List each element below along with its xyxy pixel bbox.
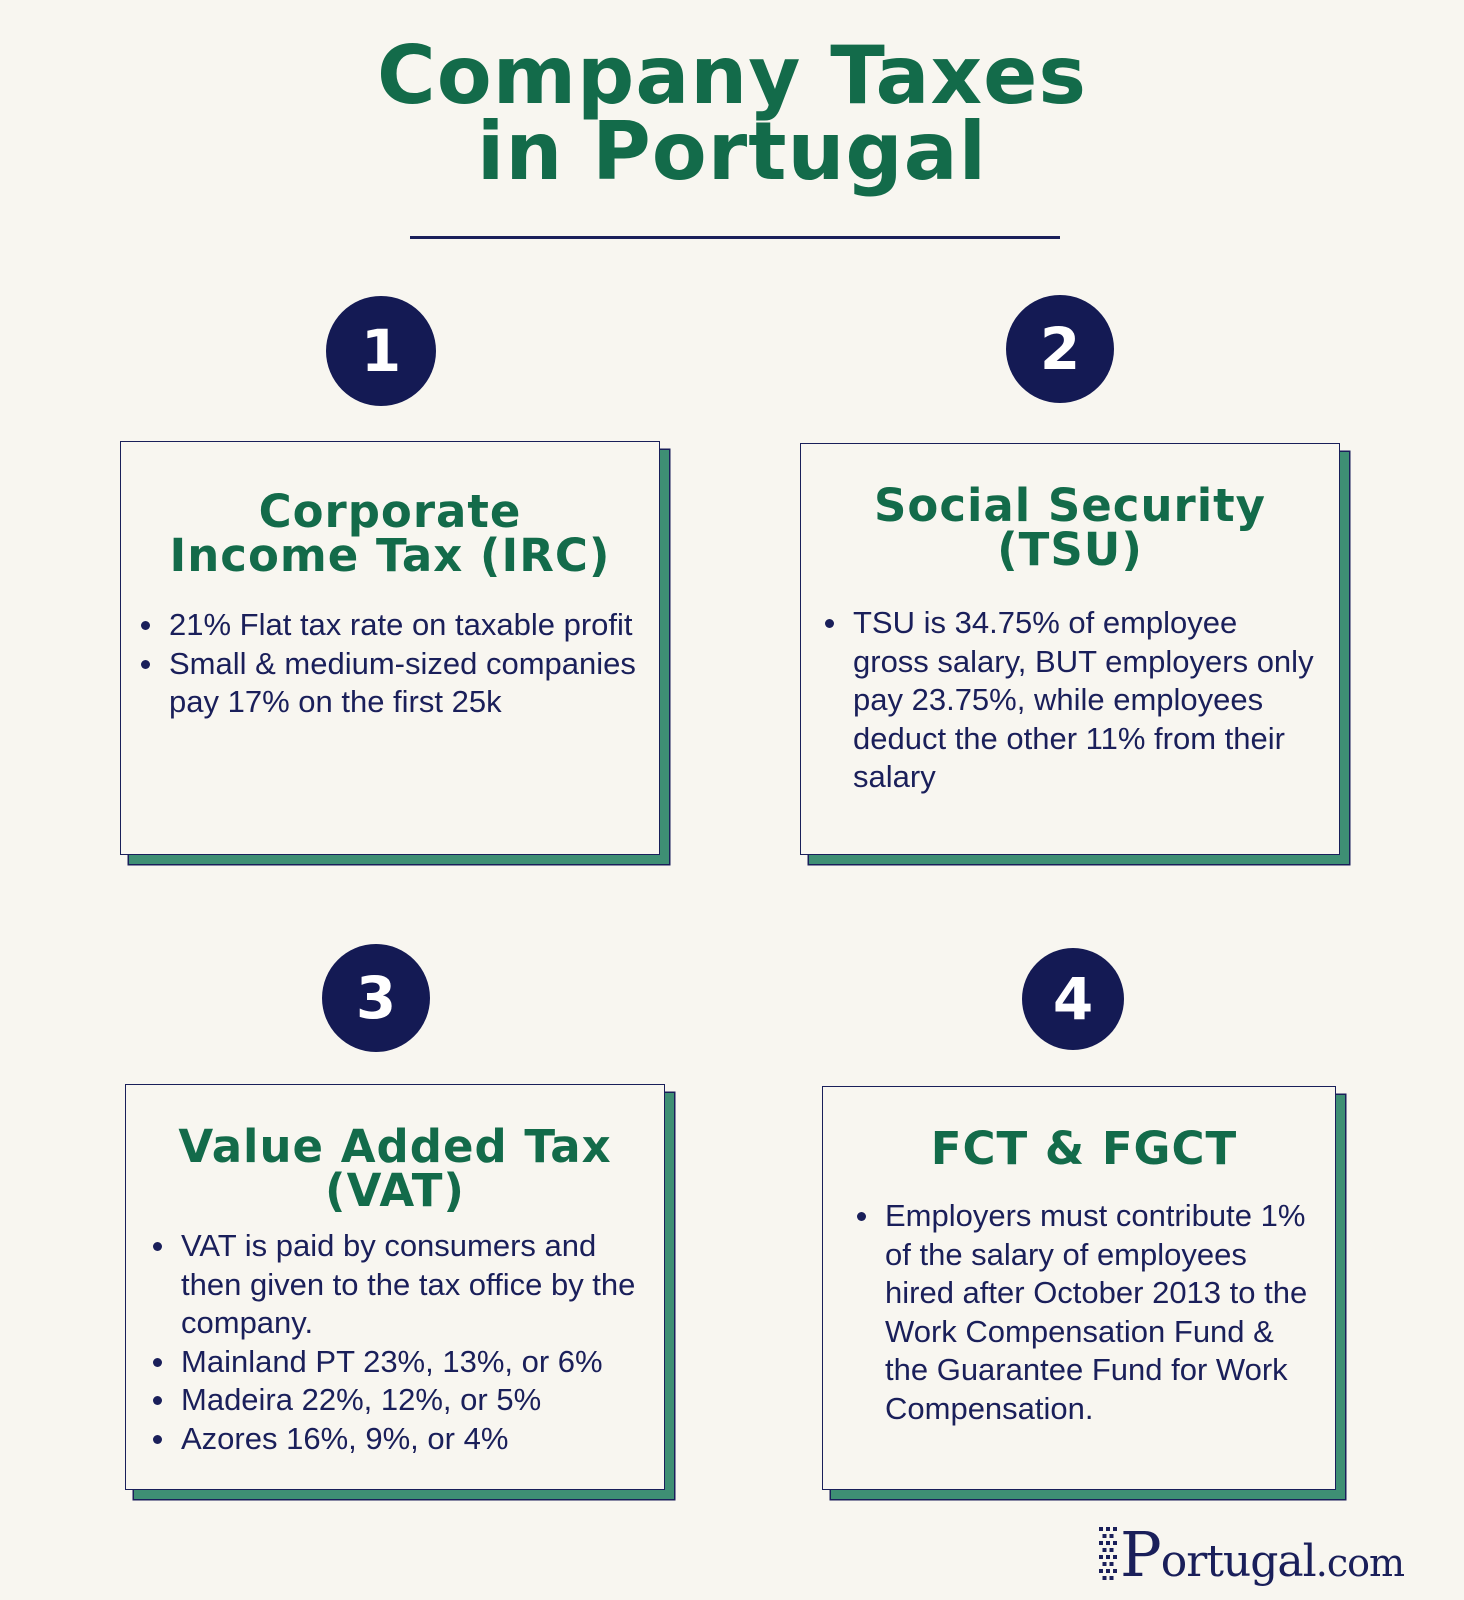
card-title <box>126 1120 664 1217</box>
page-title-line-2: in Portugal <box>476 105 988 198</box>
bullet-item: Madeira 22%, 12%, or 5% <box>181 1381 648 1420</box>
tile-pattern-icon <box>1098 1525 1118 1583</box>
card-value-added-tax <box>125 1084 665 1490</box>
section-number-4: 4 <box>1022 948 1124 1050</box>
bullet-item: TSU is 34.75% of employee gross salary, BUT employers only pay 23.75%, while employees deduct the other 11% from their salary <box>853 604 1319 797</box>
bullet-item: Employers must contribute 1% of the salary of employees hired after October 2013 to the Work Compensation Fund & the Guarantee Fund for Work Compensation. <box>885 1197 1311 1428</box>
title-divider <box>410 236 1060 239</box>
card-corporate-income-tax <box>120 441 660 855</box>
card-title-line-2: (TSU) <box>997 523 1143 576</box>
bullet-list <box>823 1197 1335 1428</box>
card-fct-fgct <box>822 1086 1336 1490</box>
bullet-list <box>126 1227 664 1458</box>
portugal-com-logo <box>1098 1518 1404 1590</box>
card-title-line-2: (VAT) <box>325 1164 465 1217</box>
bullet-item: Mainland PT 23%, 13%, or 6% <box>181 1343 648 1382</box>
card-title <box>121 485 659 582</box>
card-title-line-1: Corporate <box>258 485 522 538</box>
bullet-list <box>801 604 1339 797</box>
card-social-security <box>800 443 1340 855</box>
card-title-line-1: Value Added Tax <box>178 1120 612 1173</box>
logo-initial: P <box>1120 1517 1161 1591</box>
logo-wordmark <box>1120 1518 1404 1591</box>
page-title-line-1: Company Taxes <box>377 29 1087 122</box>
bullet-item: VAT is paid by consumers and then given to the tax office by the company. <box>181 1227 648 1343</box>
bullet-item: 21% Flat tax rate on taxable profit <box>169 606 639 645</box>
card-title <box>801 479 1339 576</box>
bullet-list <box>121 606 659 722</box>
logo-middle: ortugal <box>1160 1535 1316 1587</box>
card-title-line-1: FCT & FGCT <box>930 1122 1238 1175</box>
logo-suffix: .com <box>1315 1540 1405 1585</box>
page-title <box>0 29 1464 198</box>
bullet-item: Azores 16%, 9%, or 4% <box>181 1420 648 1459</box>
section-number-3: 3 <box>322 944 430 1052</box>
section-number-2: 2 <box>1006 295 1114 403</box>
card-title-line-1: Social Security <box>874 479 1266 532</box>
section-number-1: 1 <box>326 296 436 406</box>
card-title-line-2: Income Tax (IRC) <box>169 529 611 582</box>
card-title <box>823 1122 1335 1175</box>
bullet-item: Small & medium-sized companies pay 17% on the first 25k <box>169 645 639 722</box>
